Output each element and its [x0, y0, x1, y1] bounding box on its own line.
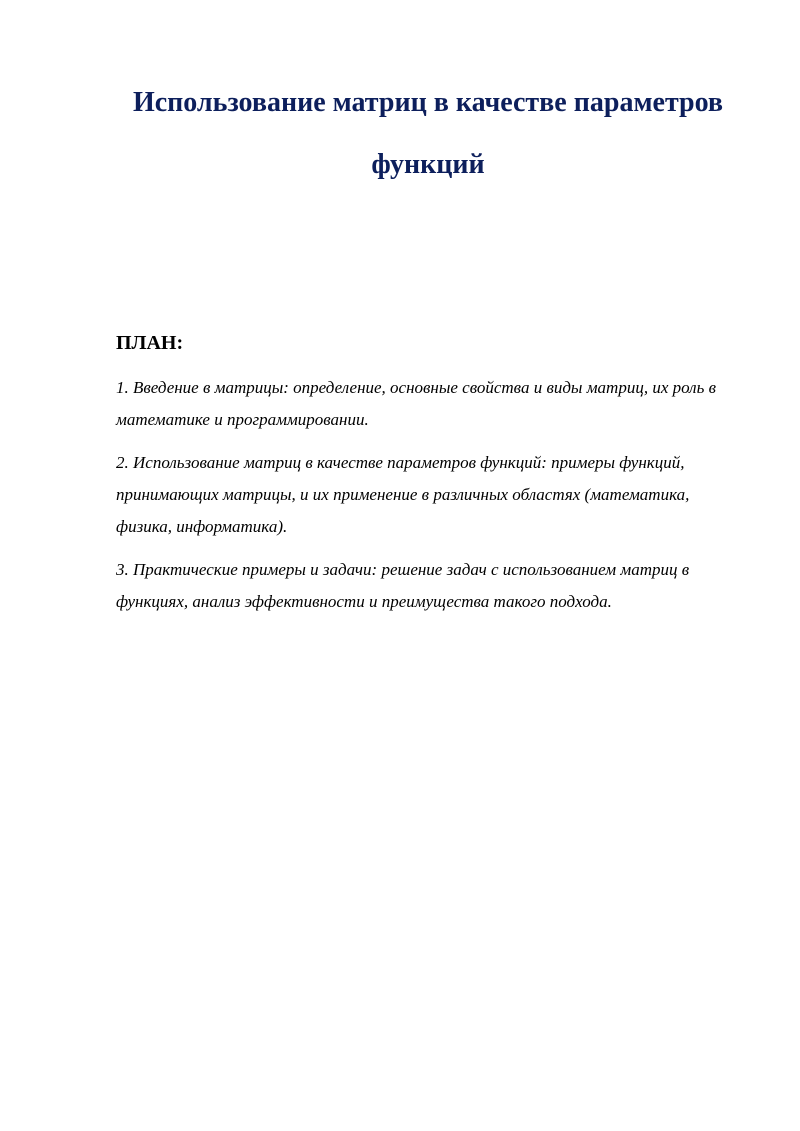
plan-item-3: 3. Практические примеры и задачи: решение задач с использованием матриц в функциях, анализ эффективности и преимущества такого подхода.	[116, 560, 690, 611]
plan-item-1: 1. Введение в матрицы: определение, основные свойства и виды матриц, их роль в математике и программировании.	[116, 378, 716, 429]
plan-heading: ПЛАН:	[116, 332, 184, 354]
plan-item-2: 2. Использование матриц в качестве параметров функций: примеры функций, принимающих матрицы, и их применение в различных областях (математика, физика, информатика).	[116, 453, 690, 536]
plan-list	[116, 372, 744, 629]
page-title: Использование матриц в качестве параметров функций	[132, 87, 724, 180]
